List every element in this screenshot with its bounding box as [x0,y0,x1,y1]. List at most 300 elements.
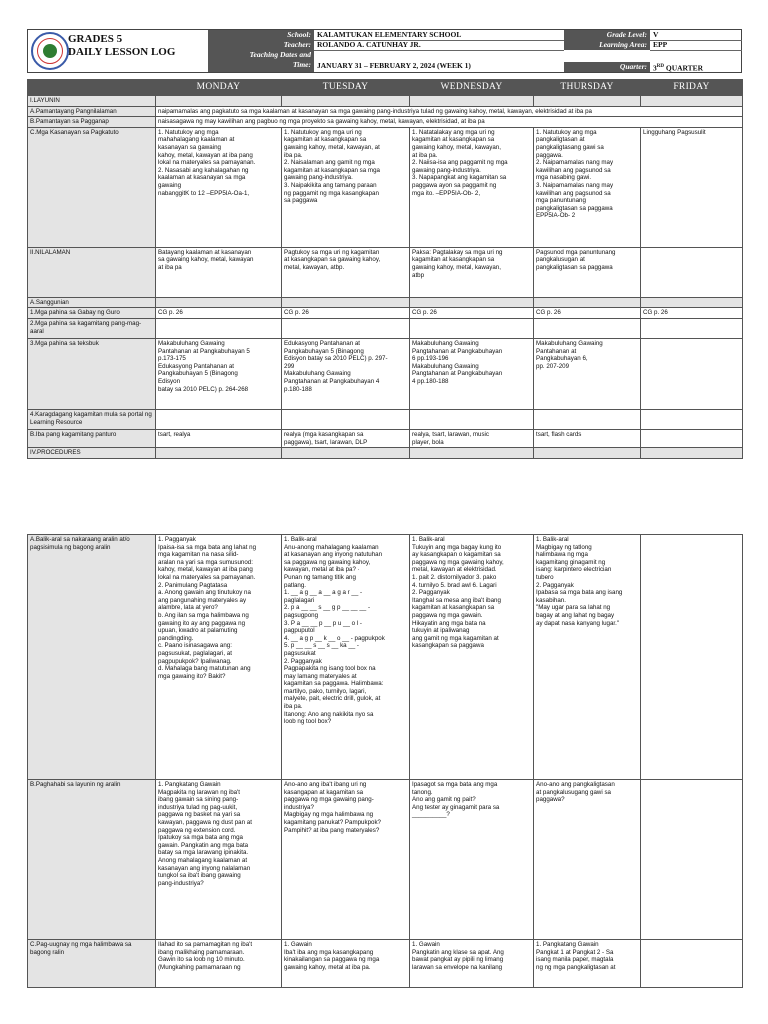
cell-tuesday-line: malyete, pait, electric drill, gulok, at [284,695,381,703]
cell-thursday-line: bagay at ang lahat ng bagay [536,611,615,619]
cell-tuesday-line: gawaing kahoy, metal at iba pa. [284,963,371,971]
cell-wednesday-line: paggawa ng mga gawain. [412,611,483,619]
cell-monday-line: 1. Pangkatang Gawain [158,781,221,788]
cell-monday-line: (Mungkahing pamamaraan ng [158,963,241,971]
section-filler [282,297,410,308]
cell-monday-line: ibang malikhaing pamamaraan. [158,948,245,956]
cell-thursday [534,308,641,319]
cell-monday-line: kahoy, metal, kawayan at iba pang [158,566,253,574]
cell-monday-line: CG p. 26 [158,309,183,317]
cell-tuesday [282,338,410,409]
cell-monday-line: kaalaman at kasanayan sa mga [158,174,246,182]
cell-tuesday-line: pagsusukat [284,649,316,657]
day-header-friday: FRIDAY [641,80,743,96]
cell-wednesday-line: 1. Gawain [412,941,440,948]
cell-monday-line: kasanayan sa gawaing [158,143,221,151]
cell-tuesday-line: 1. Natutukoy ang mga uri ng [284,128,362,136]
cell-thursday-line: 1. Natutukoy ang mga [536,128,597,136]
cell-monday-line: ibang gawain sa sining pang- [158,796,239,804]
cell-wednesday-line: ang gamit ng mga kagamitan at [412,634,499,642]
cell-tuesday-line: 1. __ a g __ a __ a g a r __ - [284,589,363,597]
cell-monday [156,308,282,319]
dates-label-line1: Teaching Dates and [249,50,311,59]
cell-wednesday [410,338,534,409]
cell-wednesday-line: mga ito. –EPP5IA-Ob- 2, [412,189,481,197]
cell-wednesday-line: kagamitan at kasangkapan sa [412,136,495,144]
cell-thursday-line: pangkaligtasan sa paggawa [536,263,613,271]
cell-wednesday-line: Pangtahanan at Pangkabuhayan [412,370,503,378]
cell-thursday [534,780,641,940]
cell-thursday-line: 3. Naipamamalas nang may [536,181,614,189]
cell-thursday [534,940,641,988]
cell-thursday [534,429,641,447]
cell-thursday-line: Ipabasa sa mga bata ang isang [536,589,623,597]
row-label: C.Pag-uugnay ng mga halimbawa sa bagong ralin [28,940,156,988]
cell-tuesday-line: 4. __ a g p __ k __ o __ - pagpukpok [284,634,385,642]
cell-thursday [534,338,641,409]
cell-tuesday-line: realya (mga kasangkapan sa [284,430,364,438]
row-label: B.Iba pang kagamitang panturo [28,429,156,447]
school-label: School: [208,30,314,40]
cell-monday-line: pang-industriya? [158,879,204,887]
cell-tuesday-line: 5. p __ __ s __ s __ ka __ - [284,642,359,650]
cell-monday-line: gawain. Pangkatin ang mga bata [158,841,249,849]
cell-friday [641,127,743,247]
cell-wednesday-line: 6 pp.193-196 [412,355,449,363]
section-filler [282,448,410,459]
cell-tuesday-line: 2. p a __ __ s __ g p __ __ __ - [284,604,371,612]
cell-friday [641,535,743,780]
cell-tuesday-line: 1. Balik-aral [284,536,317,543]
table-row [28,535,743,780]
cell-tuesday-line: Itanong: Ano ang nakikita nyo sa [284,710,374,718]
section-filler [156,96,282,107]
cell-thursday-line: paggawa? [536,796,565,804]
cell-monday [156,780,282,940]
cell-monday-line: paggawa ng extension cord. [158,826,236,834]
cell-monday-line: kasanayan ang inyong nalalaman [158,864,251,872]
cell-wednesday-line: Paksa: Pagtalakay sa mga uri ng [412,248,503,256]
cell-wednesday-line: 1. Balik-aral [412,536,445,543]
cell-tuesday-line: Iba't iba ang mga kasangkapang [284,948,374,956]
row-label: II.NILALAMAN [28,247,156,297]
cell-monday-line: pagpupukpok? Ipaliwanag. [158,657,232,665]
cell-thursday-line: kasabihan. [536,596,566,604]
dates-value: JANUARY 31 – FEBRUARY 2, 2024 (WEEK 1) [317,61,471,70]
table-row [28,940,743,988]
dates-label-line2: Time: [292,60,311,69]
day-header-tuesday: TUESDAY [282,80,410,96]
cell-thursday-line: "May ugar para sa lahat ng [536,604,611,612]
row-label: IV.PROCEDURES [28,448,156,459]
cell-monday-line: batay sa mga larawang ipinakita. [158,849,249,857]
cell-tuesday-line: gawaing pang-industriya. [284,174,353,182]
row-label: A.Sanggunian [28,297,156,308]
quarter-value: 3RD QUARTER [653,63,704,72]
cell-thursday-line: pp. 207-209 [536,362,570,370]
cell-tuesday-line: Pangkabuhayan 5 (Binagong [284,347,364,355]
cell-monday-line: Edisyon [158,377,181,385]
cell-monday-line: paggawa ng basket na yari sa [158,811,241,819]
cell-tuesday-line: Edisyon batay sa 2010 PELC) p. 297- [284,355,388,363]
school-info-grid [208,30,742,73]
table-row [28,338,743,409]
cell-wednesday [410,247,534,297]
cell-wednesday-line: gawaing kahoy, metal, kawayan, [412,263,501,271]
cell-monday-line: mahahalagang kaalaman at [158,136,235,144]
cell-friday [641,318,743,338]
section-filler [282,96,410,107]
day-header-wednesday: WEDNESDAY [410,80,534,96]
cell-wednesday [410,308,534,319]
cell-tuesday-line: Ano-ano ang iba't ibang uri ng [284,781,367,788]
cell-tuesday-line: Pangtahanan at Pangkabuhayan 4 [284,377,380,385]
cell-tuesday-line: kagamitan at kasangkapan sa mga [284,166,380,174]
cell-monday-line: lokal na materyales sa pamayanan. [158,573,256,581]
table-row [28,96,743,107]
cell-wednesday-line: Ano ang gamit ng pait? [412,796,476,804]
table-row [28,409,743,429]
day-header-empty [28,80,156,96]
cell-thursday-line: tsart, flash cards [536,430,582,438]
cell-wednesday [410,127,534,247]
cell-monday-line: 1. Pagganyak [158,536,196,543]
cell-tuesday-line: kawayan, metal at iba pa? · [284,566,360,574]
cell-tuesday-line: sa paggawa [284,197,318,205]
cell-friday-line: CG p. 26 [643,309,668,317]
cell-monday [156,429,282,447]
table-row [28,297,743,308]
section-filler [534,448,641,459]
cell-thursday-line: 1. Pangkatang Gawain [536,941,599,948]
cell-tuesday-line: may lamang materyales at [284,672,357,680]
cell-wednesday-line: 3. Napapangkat ang kagamitan sa [412,174,507,182]
section-filler [410,297,534,308]
cell-monday-line: Anong mahalagang kaalaman at [158,856,248,864]
cell-thursday-line: kagamitang ginagamit ng [536,558,606,566]
cell-monday-line: d. Mahalaga bang matutunan ang [158,665,251,673]
cell-tuesday [282,940,410,988]
cell-monday-line: 1. Natutukoy ang mga [158,128,219,136]
cell-monday-line: nabanggitK to 12 –EPP5IA-Oa-1, [158,189,250,197]
cell-tuesday-line: iba pa. [284,703,303,711]
cell-monday-line: 2. Panimulang Pagtatasa [158,581,228,589]
cell-tuesday-line: CG p. 26 [284,309,309,317]
cell-monday-line: Pantahanan at Pangkabuhayan 5 [158,347,250,355]
row-label: B.Pamantayan sa Pagganap [28,117,156,128]
cell-thursday-line: mga nasabing gawi. [536,174,592,182]
cell-thursday-line: mga panuntunang [536,197,586,205]
cell-thursday [534,535,641,780]
cell-tuesday-line: industriya? [284,803,314,811]
cell-monday [156,247,282,297]
lesson-log-table-objectives [27,79,743,459]
table-row [28,117,743,128]
cell-monday-line: Magpakita ng larawan ng iba't [158,788,241,796]
cell-thursday-line: ng ng mga pangkaligtasan at [536,963,616,971]
cell-tuesday [282,247,410,297]
cell-tuesday [282,535,410,780]
cell-thursday-line: Ano-ano ang pangkaligtasan [536,781,615,788]
section-filler [534,297,641,308]
cell-friday [641,247,743,297]
cell-wednesday-line: Tukuyin ang mga bagay kung ito [412,543,502,551]
row-label: A.Pamantayang Pangnilalaman [28,106,156,117]
cell-monday-line: gawaing [158,181,182,189]
row-label: 3.Mga pahina sa teksbuk [28,338,156,409]
cell-tuesday-line: pagsugpong [284,611,319,619]
cell-monday-line: Pangkabuhayan 5 (Binagong [158,370,238,378]
cell-monday [156,127,282,247]
cell-wednesday [410,409,534,429]
cell-wednesday-line: 4 pp.180-188 [412,377,449,385]
teacher-label: Teacher: [208,40,314,50]
cell-monday-line: tungkol sa iba't ibang gawaing [158,872,241,880]
cell-monday-line: batay sa 2010 PELC) p. 264-268 [158,385,249,393]
title-log: DAILY LESSON LOG [68,46,176,58]
row-label: 4.Karagdagang kagamitan mula sa portal ng Learning Resource [28,409,156,429]
cell-monday-line: mga gawaing ito? Bakit? [158,672,226,680]
cell-monday-line: alambre, lata at yero? [158,604,218,612]
cell-monday [156,940,282,988]
cell-wednesday-line: metal, kawayan at elektrisidad. [412,566,497,574]
cell-wednesday-line: gawaing pang-industriya. [412,166,481,174]
cell-wednesday-line: gawaing kahoy, metal, kawayan, [412,143,501,151]
cell-thursday-line: ay dapat nasa kanyang lugar." [536,619,620,627]
cell-tuesday-line: 1. Gawain [284,941,312,948]
section-filler [534,96,641,107]
cell-thursday-line: Magbigay ng tatlong [536,543,592,551]
cell-tuesday [282,318,410,338]
cell-tuesday [282,409,410,429]
cell-monday-line: b. Ang ilan sa mga halimbawa ng [158,611,249,619]
cell-thursday-line: Pagsunod mga panuntunang [536,248,616,256]
cell-monday-line: upuan, kwadro at palamuting [158,627,238,635]
cell-tuesday-line: paggawa ng mga gawaing pang- [284,796,374,804]
cell-tuesday [282,780,410,940]
cell-monday-line: Ipatukoy sa mga bata ang mga [158,834,243,842]
cell-wednesday-line: 1. Natatalakay ang mga uri ng [412,128,495,136]
cell-thursday-line: 2. Naipamamalas nang may [536,159,614,167]
cell-monday-line: mga kagamitan na nasa silid- [158,551,239,559]
cell-wednesday-line: Makabuluhang Gawaing [412,339,479,347]
cell-monday-line: lokal na materyales sa pamayanan. [158,159,256,167]
cell-monday [156,535,282,780]
cell-wednesday-line: Makabuluhang Gawaing [412,362,479,370]
table-row [28,429,743,447]
cell-thursday-line: isang manila paper, magtala [536,956,614,964]
cell-monday-line: Makabuluhang Gawaing [158,339,225,347]
section-filler [641,448,743,459]
document-title [68,33,175,59]
cell-wednesday-line: atbp [412,271,425,279]
cell-tuesday-line: at kasanayan ang inyong natutuhan [284,551,383,559]
row-label: 1.Mga pahina sa Gabay ng Guro [28,308,156,319]
cell-tuesday-line: metal, kawayan, atbp. [284,263,345,271]
row-label: A.Balik-aral sa nakaraang aralin at/o pagsisimula ng bagong aralin [28,535,156,780]
cell-thursday-line: kawilihan ang pagsunod sa [536,189,611,197]
cell-monday-line: Ilahad ito sa pamamagitan ng iba't [158,941,253,948]
header-block [27,29,742,73]
section-filler [156,448,282,459]
cell-wednesday-line: 2. Pagganyak [412,589,450,597]
teacher-name: ROLANDO A. CATUNHAY JR. [317,40,421,49]
cell-tuesday [282,127,410,247]
row-label: 2.Mga pahina sa kagamitang pang-mag-aaral [28,318,156,338]
cell-tuesday-line: paggawa), tsart, larawan, DLP [284,438,368,446]
cell-wednesday [410,318,534,338]
table-row [28,780,743,940]
cell-wednesday-line: 4. turnilyo 5. brad awl 6. Lagari [412,581,497,589]
row-label: I.LAYUNIN [28,96,156,107]
cell-monday-line: Ipaisa-isa sa mga bata ang lahat ng [158,543,257,551]
cell-thursday-line: pangkaligtasan at [536,136,585,144]
cell-tuesday [282,429,410,447]
table-row [28,308,743,319]
cell-tuesday-line: kasangapan at kagamitan sa [284,788,364,796]
cell-monday-line: pandingding. [158,634,194,642]
cell-tuesday-line: Magbigay ng mga halimbawa ng [284,811,374,819]
cell-monday-line: kahoy, metal, kawayan at iba pang [158,151,253,159]
cell-wednesday-line: kagamitan at kasangkapan sa [412,604,495,612]
cell-thursday-line: pangkaligtasang gawi sa [536,143,604,151]
cell-tuesday-line: 2. Naisalaman ang gamit ng mga [284,159,375,167]
section-filler [156,297,282,308]
cell-wednesday-line: realya, tsart, larawan, music [412,430,490,438]
cell-wednesday [410,535,534,780]
cell-thursday-line: Makabuluhang Gawaing [536,339,603,347]
cell-tuesday-line: at kasangkapan sa gawaing kahoy, [284,256,381,264]
cell-wednesday-line: kagamitan at kasangkapan sa [412,256,495,264]
cell-monday-line: a. Anong gawain ang tinutukoy na [158,589,251,597]
cell-wednesday-line: Hikayatin ang mga bata na [412,619,486,627]
cell-wednesday [410,940,534,988]
dates-label [208,50,314,72]
cell-monday-line: Edukasyong Pantahanan at [158,362,235,370]
cell-wednesday-line: kasangkapan sa paggawa [412,642,484,650]
cell-monday [156,409,282,429]
cell-thursday [534,409,641,429]
cell-wednesday-line: tukuyin at ipaliwanag [412,627,470,635]
cell-thursday-line: halimbawa ng mga [536,551,588,559]
cell-monday-line: sa gawaing kahoy, metal, kawayan [158,256,254,264]
cell-friday [641,409,743,429]
cell-tuesday-line: 299 [284,362,295,370]
cell-friday [641,338,743,409]
cell-tuesday-line: Edukasyong Pantahanan at [284,339,361,347]
cell-thursday-line: Pangkat 1 at Pangkat 2 - Sa [536,948,614,956]
day-header-monday: MONDAY [156,80,282,96]
cell-wednesday-line: Ang tester ay ginagamit para sa [412,803,500,811]
cell-wednesday-line: ay kasangkapan o kagamitan sa [412,551,501,559]
cell-friday [641,940,743,988]
cell-tuesday-line: paglalagari [284,596,315,604]
cell-wednesday-line: Pangkatin ang klase sa apat. Ang [412,948,504,956]
day-header-thursday: THURSDAY [534,80,641,96]
table-row [28,318,743,338]
cell-tuesday-line: Anu-anong mahalagang kaalaman [284,543,379,551]
title-grade: GRADES 5 [68,33,123,45]
quarter-label: Quarter: [564,62,650,72]
cell-tuesday-line: Pagpapakita ng isang tool box na [284,665,376,673]
row-label: C.Mga Kasanayan sa Pagkatuto [28,127,156,247]
cell-wednesday-line: larawan sa envelope na kanilang [412,963,503,971]
cell-wednesday-line: __________? [412,811,450,819]
cell-monday-line: Gawin ito sa loob ng 10 minuto. [158,956,245,964]
cell-tuesday-line: pagpuputol [284,627,315,635]
cell-monday-line: p.173-175 [158,355,186,363]
cell-wednesday-line: 1. pait 2. distornilyador 3. pako [412,573,497,581]
grade-label: Grade Level: [564,30,650,40]
cell-monday [156,338,282,409]
cell-tuesday-line: kagamitan sa paggawa. Halimbawa: [284,680,384,688]
table-row [28,127,743,247]
cell-tuesday-line: p.180-188 [284,385,312,393]
cell-tuesday-line: kinakailangan sa paggawa ng mga [284,956,380,964]
cell-thursday-line: isang: karpintero electrician [536,566,612,574]
cell-monday-line: ang pangunahing materyales ay [158,596,247,604]
cell-thursday [534,318,641,338]
cell-thursday-line: 2. Pagganyak [536,581,574,589]
cell-thursday-line: kawilihan ang pagsunod sa [536,166,611,174]
lesson-log-table-procedures [27,534,743,988]
cell-tuesday-line: Pagtukoy sa mga uri ng kagamitan [284,248,380,256]
cell-tuesday-line: ng paggamit ng mga kasangkapan [284,189,379,197]
cell-tuesday-line: gawaing kahoy, metal, kawayan, at [284,143,380,151]
cell-friday [641,780,743,940]
cell-wednesday-line: player, bola [412,438,444,446]
cell-friday [641,429,743,447]
cell-thursday-line: EPP5IA-Ob- 2 [536,212,576,220]
cell-tuesday-line: Pampihit? at iba pang materyales? [284,826,380,834]
cell-wednesday-line: 2. Naiisa-isa ang paggamit ng mga [412,159,508,167]
section-filler [641,297,743,308]
section-filler [410,96,534,107]
cell-thursday-line: Pangkabuhayan 6, [536,355,588,363]
table-row [28,448,743,459]
cell-wednesday-line: paggawa ng mga gawaing kahoy, [412,558,504,566]
cell-wednesday-line: Itanghal sa mesa ang iba't ibang [412,596,501,604]
cell-friday-line: Lingguhang Pagsusulit [643,128,706,136]
row-label: B.Paghahabi sa layunin ng aralin [28,780,156,940]
cell-tuesday [282,308,410,319]
cell-monday-line: Batayang kaalaman at kasanayan [158,248,252,256]
cell-monday-line: industriya tulad ng pag-uukit, [158,803,238,811]
cell-monday-line: tsart, realya [158,430,191,438]
cell-thursday-line: Pantahanan at [536,347,577,355]
cell-monday-line: pagsusukat, paglalagari, at [158,649,232,657]
cell-thursday-line: 1. Balik-aral [536,536,569,543]
span-cell: naisasagawa ng may kawilihan ang pagbuo ng mga proyekto sa gawaing kahoy, metal, kawayan, elektrisidad, at iba pa [156,117,743,128]
cell-tuesday-line: kagamitang panukat? Pampukpok? [284,818,382,826]
cell-wednesday-line: paggawa ayon sa paggamit ng [412,181,497,189]
cell-thursday [534,247,641,297]
cell-wednesday-line: Ipasagot sa mga bata ang mga [412,781,498,788]
cell-tuesday-line: 2. Pagganyak [284,657,322,665]
cell-tuesday-line: 3. Naipakikita ang tamang paraan [284,181,377,189]
cell-tuesday-line: martilyo, pako, turnilyo, lagari, [284,687,367,695]
cell-monday-line: kawayan, paggawa ng dust pan at [158,818,252,826]
table-row [28,106,743,117]
table-row [28,247,743,297]
cell-thursday-line: CG p. 26 [536,309,561,317]
cell-wednesday-line: tanong. [412,788,433,796]
cell-tuesday-line: sa paggawa ng gawaing kahoy, [284,558,371,566]
school-name: KALAMTUKAN ELEMENTARY SCHOOL [317,30,462,39]
cell-thursday [534,127,641,247]
grade-value: V [653,30,659,39]
cell-monday-line: aralan na yari sa mga sumusunod: [158,558,253,566]
